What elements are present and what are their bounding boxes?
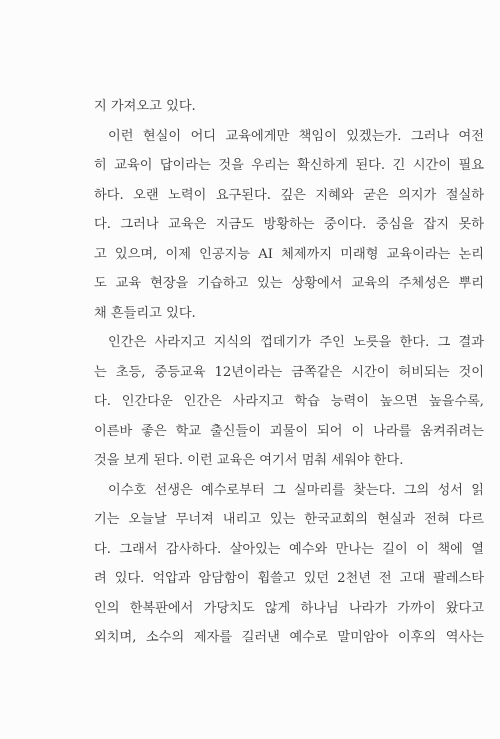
text-line: 다. 그래서 감사하다. 살아있는 예수와 만나는 길이 이 책에 열	[94, 541, 484, 557]
text-line: 인의 한복판에서 가당치도 않게 하나님 나라가 가까이 왔다고	[94, 600, 484, 616]
text-line: 이른바 좋은 학교 출신들이 괴물이 되어 이 나라를 움켜쥐려는	[94, 423, 484, 439]
text-line: 도 교육 현장을 기습하고 있는 상황에서 교육의 주체성은 뿌리	[94, 276, 484, 291]
text-line: 외치며, 소수의 제자를 길러낸 예수로 말미암아 이후의 역사는	[94, 630, 484, 645]
text-line: 지 가져오고 있다.	[94, 99, 196, 114]
text-line: 다. 인간다운 인간은 사라지고 학습 능력이 높으면 높을수록,	[94, 394, 484, 409]
text-line: 것을 보게 된다. 이런 교육은 여기서 멈춰 세워야 한다.	[94, 453, 404, 468]
text-line: 려 있다. 억압과 암담함이 휩쓸고 있던 2천년 전 고대 팔레스타	[94, 571, 484, 586]
text-line: 채 흔들리고 있다.	[94, 305, 196, 321]
text-line: 인간은 사라지고 지식의 껍데기가 주인 노릇을 한다. 그 결과	[108, 335, 484, 350]
text-line: 이런 현실이 어디 교육에게만 책임이 있겠는가. 그러나 여전	[108, 128, 484, 144]
body-text	[94, 92, 484, 653]
text-line: 이수호 선생은 예수로부터 그 실마리를 찾는다. 그의 성서 읽	[108, 482, 484, 498]
text-line: 다. 그러나 교육은 지금도 방황하는 중이다. 중심을 잡지 못하	[94, 217, 484, 232]
text-line: 하다. 오랜 노력이 요구된다. 깊은 지혜와 굳은 의지가 절실하	[94, 187, 484, 203]
text-line: 히 교육이 답이라는 것을 우리는 확신하게 된다. 긴 시간이 필요	[94, 158, 484, 173]
text-line: 기는 오늘날 무너져 내리고 있는 한국교회의 현실과 전혀 다르	[94, 512, 484, 527]
text-line: 는 초등, 중등교육 12년이라는 금쪽같은 시간이 허비되는 것이	[94, 364, 484, 380]
text-line: 고 있으며, 이제 인공지능 AI 체제까지 미래형 교육이라는 논리	[94, 246, 484, 262]
